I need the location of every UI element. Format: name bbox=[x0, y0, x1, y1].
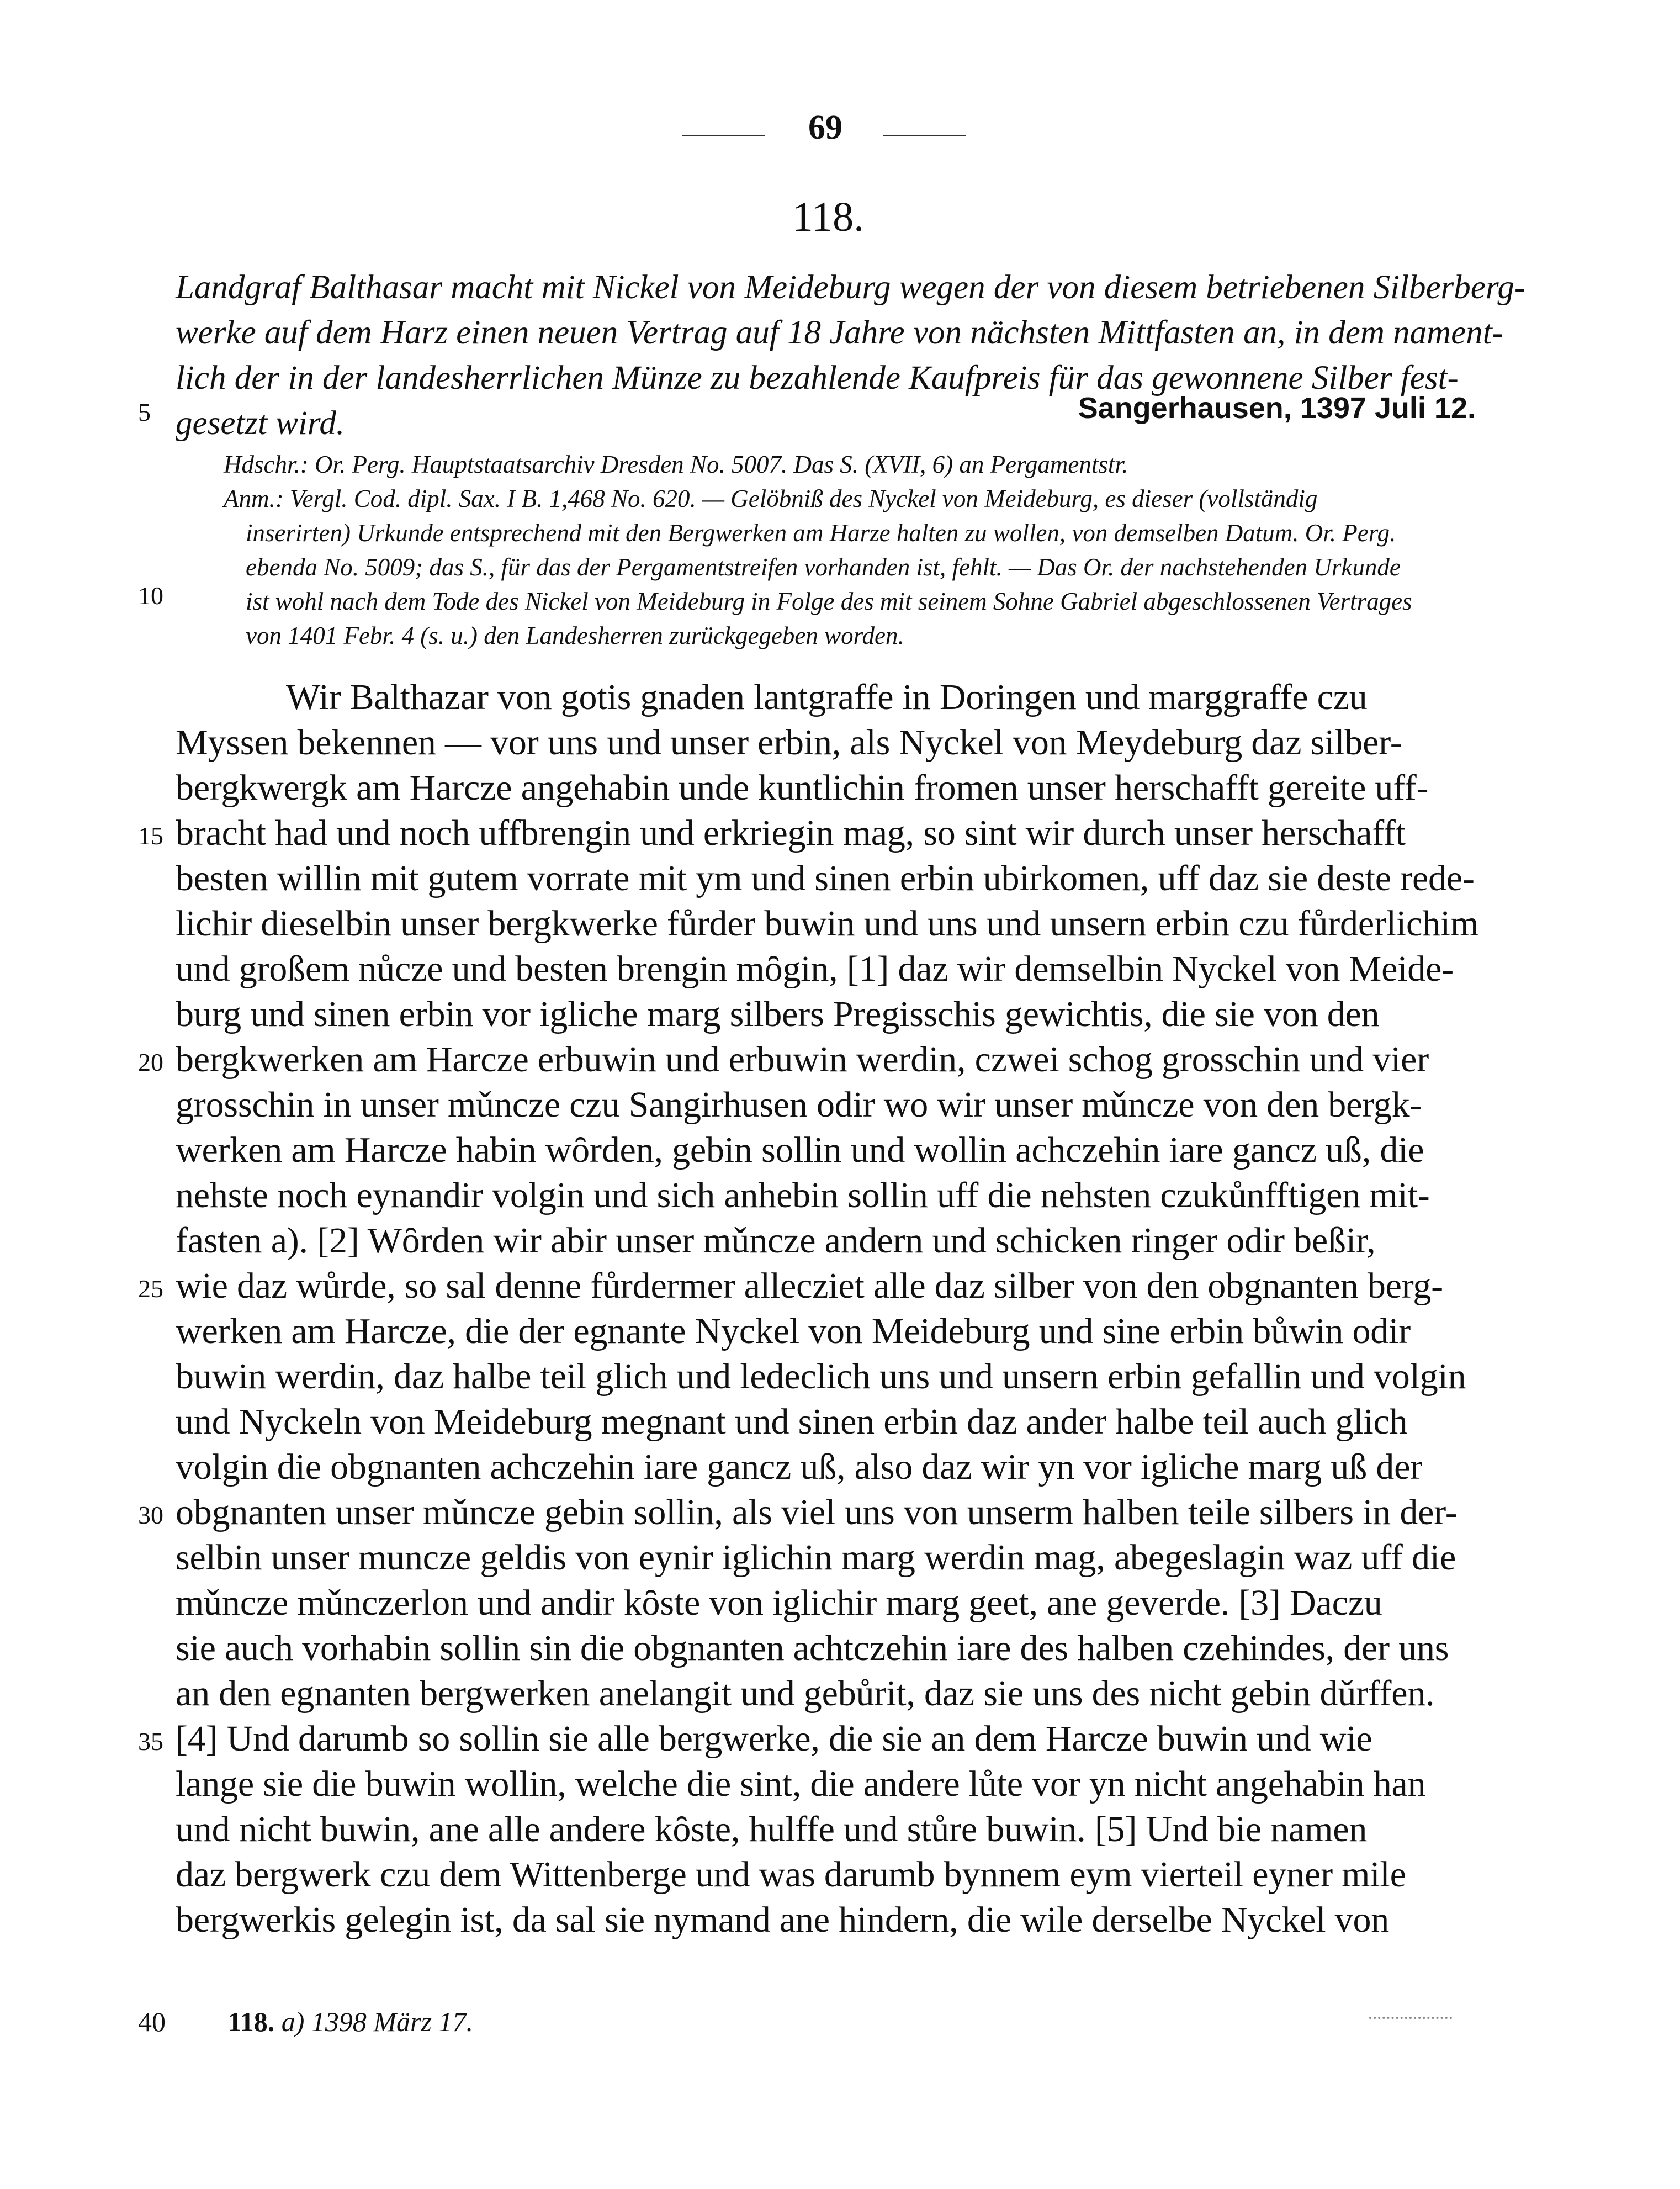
margin-line-number: 25 bbox=[138, 1275, 163, 1303]
body-line: bergkwergk am Harcze angehabin unde kuntlichin fromen unser herschafft gereite uff- bbox=[176, 768, 1429, 808]
body-line: bergwerkis gelegin ist, da sal sie nymand ane hindern, die wile derselbe Nyckel von bbox=[176, 1900, 1390, 1940]
regest-line: werke auf dem Harz einen neuen Vertrag auf 18 Jahre von nächsten Mittfasten an, in dem nament- bbox=[176, 314, 1504, 351]
body-line: wie daz wůrde, so sal denne fůrdermer allecziet alle daz silber von den obgnanten berg- bbox=[176, 1266, 1443, 1306]
body-line: besten willin mit gutem vorrate mit ym und sinen erbin ubirkomen, uff daz sie deste rede- bbox=[176, 858, 1475, 898]
note-line: Anm.: Vergl. Cod. dipl. Sax. I B. 1,468 No. 620. — Gelöbniß des Nyckel von Meideburg, es dieser (vollständig bbox=[224, 485, 1318, 512]
body-line: an den egnanten bergwerken anelangit und gebůrit, daz sie uns des nicht gebin dǔrffen. bbox=[176, 1673, 1435, 1714]
note-line: Hdschr.: Or. Perg. Hauptstaatsarchiv Dresden No. 5007. Das S. (XVII, 6) an Pergamentstr. bbox=[224, 451, 1128, 478]
note-line: ebenda No. 5009; das S., für das der Pergamentstreifen vorhanden ist, fehlt. — Das Or. der nachstehenden Urkunde bbox=[246, 553, 1401, 581]
margin-line-number: 20 bbox=[138, 1048, 163, 1076]
body-line: bracht had und noch uffbrengin und erkriegin mag, so sint wir durch unser herschafft bbox=[176, 813, 1406, 853]
header-rule-left bbox=[682, 135, 765, 136]
body-line: bergkwerken am Harcze erbuwin und erbuwin werdin, czwei schog grosschin und vier bbox=[176, 1039, 1429, 1080]
body-line: lichir dieselbin unser bergkwerke fůrder buwin und uns und unsern erbin czu fůrderlichim bbox=[176, 903, 1479, 944]
note-line: ist wohl nach dem Tode des Nickel von Meideburg in Folge des mit seinem Sohne Gabriel abgeschlossenen Vertrages bbox=[246, 588, 1412, 615]
note-line: inserirten) Urkunde entsprechend mit den Bergwerken am Harze halten zu wollen, von demselben Datum. Or. Perg. bbox=[246, 519, 1396, 547]
regest-line: Landgraf Balthasar macht mit Nickel von Meideburg wegen der von diesem betriebenen Silberberg- bbox=[176, 269, 1526, 306]
page-header bbox=[0, 108, 1680, 158]
body-line: burg und sinen erbin vor igliche marg silbers Pregisschis gewichtis, die sie von den bbox=[176, 994, 1380, 1034]
regest-line: gesetzt wird. bbox=[176, 405, 345, 442]
body-line: selbin unser muncze geldis von eynir iglichin marg werdin mag, abegeslagin waz uff die bbox=[176, 1537, 1456, 1578]
body-line: und nicht buwin, ane alle andere kȏste, hulffe und stůre buwin. [5] Und bie namen bbox=[176, 1809, 1368, 1849]
body-line: und großem nůcze und besten brengin mȏgin, [1] daz wir demselbin Nyckel von Meide- bbox=[176, 949, 1454, 989]
margin-line-number: 5 bbox=[138, 398, 151, 426]
page-number: 69 bbox=[808, 109, 842, 146]
body-line: werken am Harcze, die der egnante Nyckel von Meideburg und sine erbin bůwin odir bbox=[176, 1311, 1411, 1351]
date-place: Sangerhausen, 1397 Juli 12. bbox=[1078, 392, 1476, 425]
body-line: und Nyckeln von Meideburg megnant und sinen erbin daz ander halbe teil auch glich bbox=[176, 1402, 1408, 1442]
footnote-line-number: 40 bbox=[138, 2006, 166, 2037]
body-line: lange sie die buwin wollin, welche die sint, die andere lůte vor yn nicht angehabin han bbox=[176, 1764, 1426, 1804]
body-line: sie auch vorhabin sollin sin die obgnanten achtczehin iare des halben czehindes, der uns bbox=[176, 1628, 1449, 1668]
body-line: obgnanten unser mǔncze gebin sollin, als viel uns von unserm halben teile silbers in der- bbox=[176, 1492, 1458, 1532]
footnote bbox=[138, 2006, 473, 2038]
document-number: 118. bbox=[792, 194, 865, 240]
body-line: werken am Harcze habin wȏrden, gebin sollin und wollin achczehin iare gancz uß, die bbox=[176, 1130, 1424, 1170]
note-line: von 1401 Febr. 4 (s. u.) den Landesherren zurückgegeben worden. bbox=[246, 622, 904, 649]
footnote-document-number: 118. bbox=[227, 2006, 275, 2037]
body-line: [4] Und darumb so sollin sie alle bergwerke, die sie an dem Harcze buwin und wie bbox=[176, 1719, 1372, 1759]
margin-line-number: 15 bbox=[138, 822, 163, 850]
margin-line-number: 30 bbox=[138, 1501, 163, 1529]
body-line: Wir Balthazar von gotis gnaden lantgraffe in Doringen und marggraffe czu bbox=[286, 677, 1368, 717]
body-line: nehste noch eynandir volgin und sich anhebin sollin uff die nehsten czukůnfftigen mit- bbox=[176, 1175, 1430, 1215]
margin-line-number: 10 bbox=[138, 581, 163, 610]
body-line: volgin die obgnanten achczehin iare gancz uß, also daz wir yn vor igliche marg uß der bbox=[176, 1447, 1422, 1487]
body-line: Myssen bekennen — vor uns und unser erbin, als Nyckel von Meydeburg daz silber- bbox=[176, 722, 1402, 763]
archival-notes bbox=[224, 447, 1480, 653]
margin-line-number: 35 bbox=[138, 1727, 163, 1756]
body-line: daz bergwerk czu dem Wittenberge und was darumb bynnem eym vierteil eyner mile bbox=[176, 1854, 1406, 1895]
body-line: grosschin in unser mǔncze czu Sangirhusen odir wo wir unser mǔncze von den bergk- bbox=[176, 1085, 1422, 1125]
regest-line: lich der in der landesherrlichen Münze zu bezahlende Kaufpreis für das gewonnene Silber fest- bbox=[176, 359, 1459, 396]
body-line: mǔncze mǔnczerlon und andir kȏste von iglichir marg geet, ane geverde. [3] Daczu bbox=[176, 1583, 1382, 1623]
footnote-text: a) 1398 März 17. bbox=[281, 2006, 473, 2037]
body-line: fasten a). [2] Wȏrden wir abir unser mǔncze andern und schicken ringer odir beßir, bbox=[176, 1220, 1376, 1261]
page-edge-dots bbox=[1369, 2017, 1452, 2021]
body-line: buwin werdin, daz halbe teil glich und ledeclich uns und unsern erbin gefallin und volgin bbox=[176, 1356, 1466, 1397]
header-rule-right bbox=[883, 135, 966, 136]
document-body bbox=[176, 675, 1481, 1943]
